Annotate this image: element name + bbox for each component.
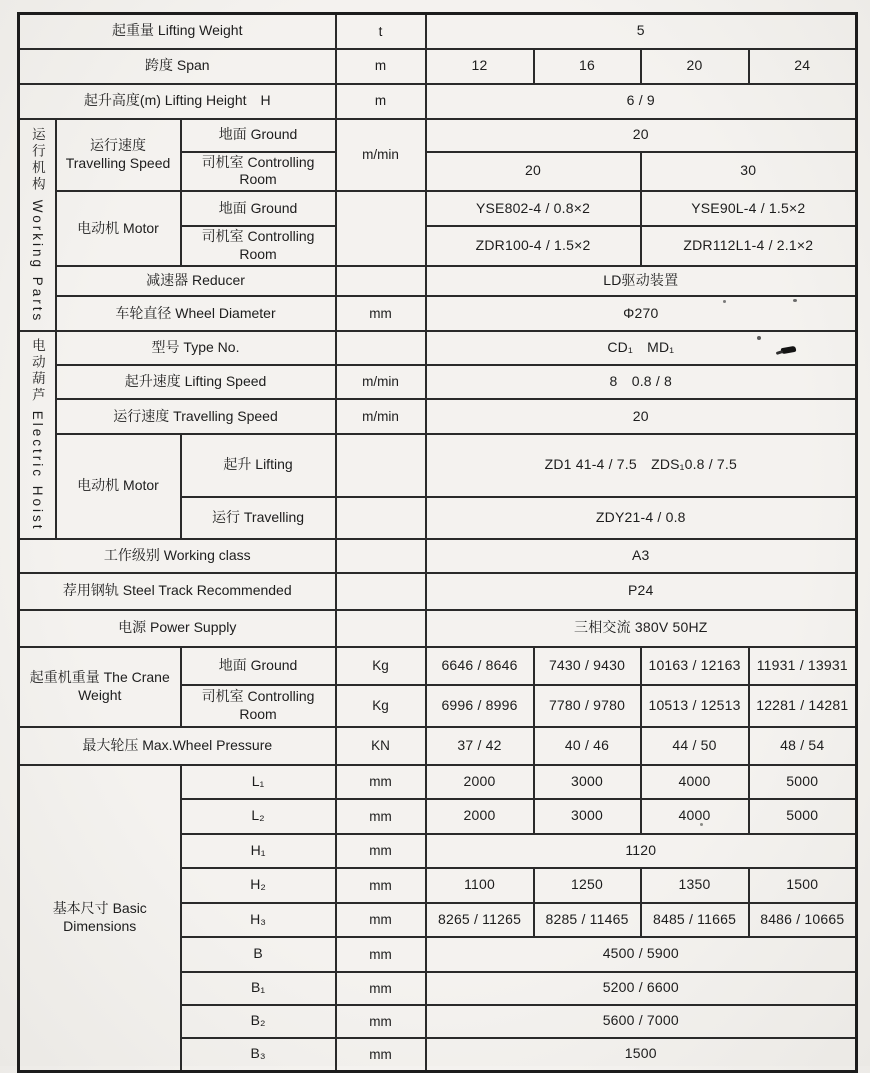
row-crane-weight-ground (19, 647, 857, 685)
dim-b-unit: mm (336, 937, 426, 972)
dim-b2-label: B₂ (181, 1005, 336, 1038)
dim-h3-unit: mm (336, 903, 426, 937)
hoist-travelling-speed-unit: m/min (336, 399, 426, 434)
dim-l2-label: L₂ (181, 799, 336, 834)
row-lifting-weight (19, 14, 857, 49)
row-wp-motor-ground (19, 191, 857, 226)
travelling-speed-cab-value-2: 30 (641, 152, 857, 192)
max-wheel-pressure-v4: 48 / 54 (749, 727, 857, 765)
electric-hoist-group-label: 电动葫芦 Electric Hoist (19, 331, 56, 539)
dim-b2-value: 5600 / 7000 (426, 1005, 857, 1038)
dim-h1-label: H₁ (181, 834, 336, 868)
crane-weight-ground-v3: 10163 / 12163 (641, 647, 749, 685)
wheel-diameter-value: Φ270 (426, 296, 857, 331)
hoist-motor-travelling-label: 运行 Travelling (181, 497, 336, 539)
row-power-supply (19, 610, 857, 647)
dim-b1-value: 5200 / 6600 (426, 972, 857, 1005)
row-lifting-height (19, 84, 857, 119)
steel-track-unit-empty (336, 573, 426, 610)
span-value-16: 16 (534, 49, 641, 84)
dim-h3-v2: 8285 / 11465 (534, 903, 641, 937)
dim-b1-label: B₁ (181, 972, 336, 1005)
dim-l1-v1: 2000 (426, 765, 534, 799)
wp-motor-ground-value-2: YSE90L-4 / 1.5×2 (641, 191, 857, 226)
dim-l2-v4: 5000 (749, 799, 857, 834)
working-class-label: 工作级别 Working class (19, 539, 336, 573)
dim-b3-value: 1500 (426, 1038, 857, 1072)
row-type-no (19, 331, 857, 365)
span-label: 跨度 Span (19, 49, 336, 84)
travelling-speed-ground-label: 地面 Ground (181, 119, 336, 152)
crane-weight-label: 起重机重量 The Crane Weight (19, 647, 181, 727)
dim-l1-v2: 3000 (534, 765, 641, 799)
reducer-unit-empty (336, 266, 426, 296)
dim-b2-unit: mm (336, 1005, 426, 1038)
row-travelling-speed-ground (19, 119, 857, 152)
row-steel-track (19, 573, 857, 610)
dim-h2-v3: 1350 (641, 868, 749, 903)
dim-b-label: B (181, 937, 336, 972)
crane-weight-cab-unit: Kg (336, 685, 426, 727)
dim-l2-v3: 4000 (641, 799, 749, 834)
wheel-diameter-unit: mm (336, 296, 426, 331)
span-value-24: 24 (749, 49, 857, 84)
dim-b3-label: B₃ (181, 1038, 336, 1072)
crane-weight-cab-v2: 7780 / 9780 (534, 685, 641, 727)
crane-specification-table (17, 12, 858, 1073)
power-supply-unit-empty (336, 610, 426, 647)
row-hoist-motor-lifting (19, 434, 857, 497)
crane-weight-ground-v4: 11931 / 13931 (749, 647, 857, 685)
hoist-travelling-speed-value: 20 (426, 399, 857, 434)
dim-l2-v2: 3000 (534, 799, 641, 834)
dim-l2-unit: mm (336, 799, 426, 834)
steel-track-value: P24 (426, 573, 857, 610)
working-class-value: A3 (426, 539, 857, 573)
span-unit: m (336, 49, 426, 84)
wp-motor-cab-label: 司机室 Controlling Room (181, 226, 336, 266)
row-working-class (19, 539, 857, 573)
wp-motor-unit-empty (336, 191, 426, 266)
dim-h2-v1: 1100 (426, 868, 534, 903)
reducer-label: 减速器 Reducer (56, 266, 336, 296)
row-dim-l1 (19, 765, 857, 799)
dim-h2-v2: 1250 (534, 868, 641, 903)
row-max-wheel-pressure (19, 727, 857, 765)
dim-b1-unit: mm (336, 972, 426, 1005)
hoist-motor-lifting-value: ZD1 41-4 / 7.5 ZDS₁0.8 / 7.5 (426, 434, 857, 497)
dim-b3-unit: mm (336, 1038, 426, 1072)
row-wheel-diameter (19, 296, 857, 331)
working-parts-group-label: 运行机构 Working Parts (19, 119, 56, 332)
travelling-speed-cab-value-1: 20 (426, 152, 641, 192)
lifting-weight-unit: t (336, 14, 426, 49)
dim-h1-value: 1120 (426, 834, 857, 868)
type-no-value: CD₁ MD₁ (426, 331, 857, 365)
hoist-motor-lifting-unit-empty (336, 434, 426, 497)
max-wheel-pressure-v3: 44 / 50 (641, 727, 749, 765)
travelling-speed-cab-label: 司机室 Controlling Room (181, 152, 336, 192)
row-span (19, 49, 857, 84)
crane-weight-cab-v1: 6996 / 8996 (426, 685, 534, 727)
dim-h2-unit: mm (336, 868, 426, 903)
hoist-lifting-speed-label: 起升速度 Lifting Speed (56, 365, 336, 399)
hoist-lifting-speed-value: 8 0.8 / 8 (426, 365, 857, 399)
crane-weight-ground-v2: 7430 / 9430 (534, 647, 641, 685)
dim-h3-v1: 8265 / 11265 (426, 903, 534, 937)
dim-h3-v3: 8485 / 11665 (641, 903, 749, 937)
wp-motor-cab-value-1: ZDR100-4 / 1.5×2 (426, 226, 641, 266)
wheel-diameter-label: 车轮直径 Wheel Diameter (56, 296, 336, 331)
type-no-unit-empty (336, 331, 426, 365)
steel-track-label: 荐用钢轨 Steel Track Recommended (19, 573, 336, 610)
power-supply-label: 电源 Power Supply (19, 610, 336, 647)
max-wheel-pressure-unit: KN (336, 727, 426, 765)
hoist-travelling-speed-label: 运行速度 Travelling Speed (56, 399, 336, 434)
hoist-motor-travelling-value: ZDY21-4 / 0.8 (426, 497, 857, 539)
hoist-motor-lifting-label: 起升 Lifting (181, 434, 336, 497)
hoist-motor-travelling-unit-empty (336, 497, 426, 539)
wp-motor-label: 电动机 Motor (56, 191, 181, 266)
dim-b-value: 4500 / 5900 (426, 937, 857, 972)
dim-l1-label: L₁ (181, 765, 336, 799)
wp-motor-ground-value-1: YSE802-4 / 0.8×2 (426, 191, 641, 226)
crane-weight-ground-unit: Kg (336, 647, 426, 685)
dim-l1-v4: 5000 (749, 765, 857, 799)
max-wheel-pressure-v2: 40 / 46 (534, 727, 641, 765)
wp-motor-cab-value-2: ZDR112L1-4 / 2.1×2 (641, 226, 857, 266)
working-class-unit-empty (336, 539, 426, 573)
power-supply-value: 三相交流 380V 50HZ (426, 610, 857, 647)
wp-motor-ground-label: 地面 Ground (181, 191, 336, 226)
lifting-height-unit: m (336, 84, 426, 119)
lifting-weight-label: 起重量 Lifting Weight (19, 14, 336, 49)
lifting-height-value: 6 / 9 (426, 84, 857, 119)
dim-l2-v1: 2000 (426, 799, 534, 834)
span-value-20: 20 (641, 49, 749, 84)
row-reducer (19, 266, 857, 296)
max-wheel-pressure-v1: 37 / 42 (426, 727, 534, 765)
lifting-weight-value: 5 (426, 14, 857, 49)
crane-weight-cab-v3: 10513 / 12513 (641, 685, 749, 727)
row-hoist-lifting-speed (19, 365, 857, 399)
crane-weight-cab-label: 司机室 Controlling Room (181, 685, 336, 727)
crane-weight-cab-v4: 12281 / 14281 (749, 685, 857, 727)
type-no-label: 型号 Type No. (56, 331, 336, 365)
dim-l1-unit: mm (336, 765, 426, 799)
basic-dimensions-group-label: 基本尺寸 Basic Dimensions (19, 765, 181, 1072)
span-value-12: 12 (426, 49, 534, 84)
dim-h3-label: H₃ (181, 903, 336, 937)
dim-h2-v4: 1500 (749, 868, 857, 903)
max-wheel-pressure-label: 最大轮压 Max.Wheel Pressure (19, 727, 336, 765)
dim-h3-v4: 8486 / 10665 (749, 903, 857, 937)
row-hoist-travelling-speed (19, 399, 857, 434)
reducer-value: LD驱动装置 (426, 266, 857, 296)
crane-weight-ground-label: 地面 Ground (181, 647, 336, 685)
travelling-speed-unit: m/min (336, 119, 426, 192)
dim-h1-unit: mm (336, 834, 426, 868)
lifting-height-label: 起升高度(m) Lifting Height H (19, 84, 336, 119)
travelling-speed-ground-value: 20 (426, 119, 857, 152)
hoist-lifting-speed-unit: m/min (336, 365, 426, 399)
hoist-motor-label: 电动机 Motor (56, 434, 181, 539)
dim-h2-label: H₂ (181, 868, 336, 903)
travelling-speed-label: 运行速度 Travelling Speed (56, 119, 181, 192)
crane-weight-ground-v1: 6646 / 8646 (426, 647, 534, 685)
dim-l1-v3: 4000 (641, 765, 749, 799)
